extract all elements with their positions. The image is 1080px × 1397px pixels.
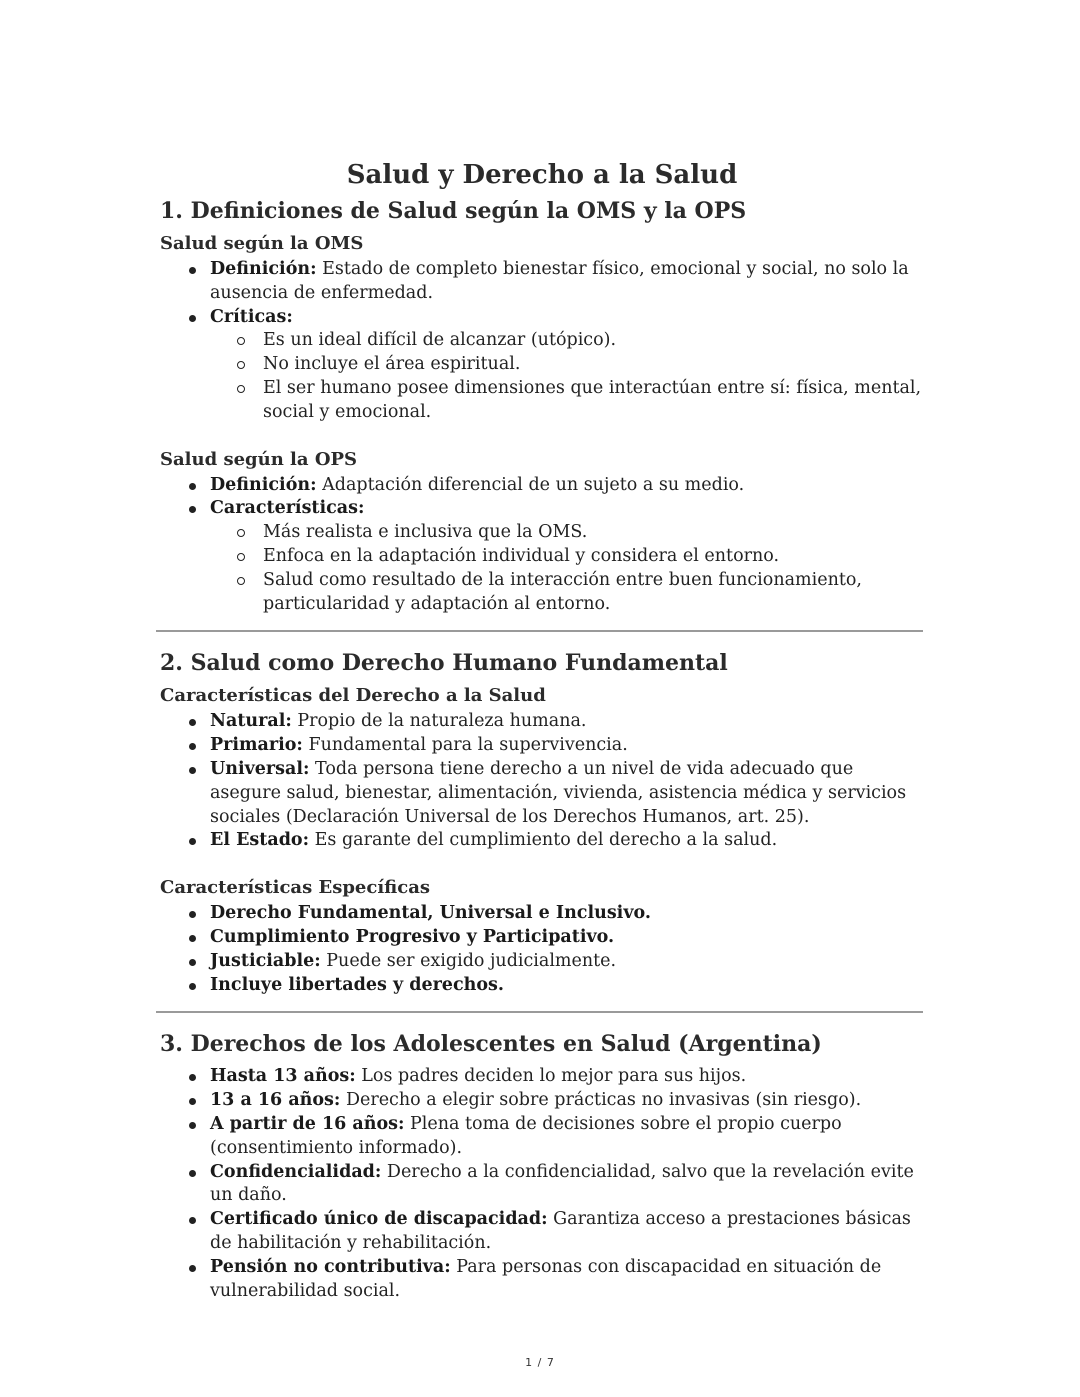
list-item: Confidencialidad: Derecho a la confidencialidad, salvo que la revelación evite un daño. — [160, 1161, 924, 1209]
especificas-list — [160, 902, 924, 997]
list-item: A partir de 16 años: Plena toma de decisiones sobre el propio cuerpo (consentimiento informado). — [160, 1113, 924, 1161]
list-item: Universal: Toda persona tiene derecho a un nivel de vida adecuado que asegure salud, bienestar, alimentación, vivienda, asistencia médica y servicios sociales (Declaración Universal de los Derechos Humanos, art. 25). — [160, 758, 924, 829]
document-title: Salud y Derecho a la Salud — [346, 160, 738, 190]
derecho-caracteristicas-list — [160, 710, 924, 853]
section-divider — [156, 1011, 923, 1013]
list-item: Primario: Fundamental para la supervivencia. — [160, 734, 924, 758]
section-2-heading: 2. Salud como Derecho Humano Fundamental — [160, 650, 728, 677]
section-divider — [156, 630, 923, 632]
list-item: Cumplimiento Progresivo y Participativo. — [160, 926, 924, 950]
list-item: Natural: Propio de la naturaleza humana. — [160, 710, 924, 734]
list-item: Salud como resultado de la interacción entre buen funcionamiento, particularidad y adaptación al entorno. — [263, 569, 924, 617]
ops-subheading: Salud según la OPS — [160, 448, 358, 470]
list-item: Certificado único de discapacidad: Garantiza acceso a prestaciones básicas de habilitación y rehabilitación. — [160, 1208, 924, 1256]
list-item: Hasta 13 años: Los padres deciden lo mejor para sus hijos. — [160, 1065, 924, 1089]
list-item: Características: Más realista e inclusiva que la OMS. Enfoca en la adaptación individual y considera el entorno. Salud como resultado de la interacción entre buen funcionamiento, particularidad y adaptación al entorno. — [160, 497, 924, 616]
section-1-heading: 1. Definiciones de Salud según la OMS y la OPS — [160, 198, 747, 224]
list-item: Más realista e inclusiva que la OMS. — [263, 521, 924, 545]
oms-subheading: Salud según la OMS — [160, 233, 364, 254]
especificas-subheading: Características Específicas — [160, 877, 431, 899]
list-item: Pensión no contributiva: Para personas con discapacidad en situación de vulnerabilidad social. — [160, 1256, 924, 1304]
list-item: Críticas: Es un ideal difícil de alcanzar (utópico). No incluye el área espiritual. El ser humano posee dimensiones que interactúan entre sí: física, mental, social y emocional. — [160, 306, 924, 425]
document-page — [160, 158, 924, 1303]
derecho-caracteristicas-subheading: Características del Derecho a la Salud — [160, 685, 546, 707]
section-3-heading: 3. Derechos de los Adolescentes en Salud (Argentina) — [160, 1031, 822, 1058]
oms-criticas-list — [210, 329, 924, 424]
list-item: El Estado: Es garante del cumplimiento del derecho a la salud. — [160, 829, 924, 853]
oms-list — [160, 258, 924, 425]
list-item: Derecho Fundamental, Universal e Inclusivo. — [160, 902, 924, 926]
list-item: Definición: Adaptación diferencial de un sujeto a su medio. — [160, 474, 924, 498]
list-item: Justiciable: Puede ser exigido judicialmente. — [160, 950, 924, 974]
list-item: Enfoca en la adaptación individual y considera el entorno. — [263, 545, 924, 569]
list-item: Definición: Estado de completo bienestar físico, emocional y social, no solo la ausencia de enfermedad. — [160, 258, 924, 306]
ops-list — [160, 474, 924, 617]
list-item: Es un ideal difícil de alcanzar (utópico). — [263, 329, 924, 353]
list-item: No incluye el área espiritual. — [263, 353, 924, 377]
list-item: El ser humano posee dimensiones que interactúan entre sí: física, mental, social y emocional. — [263, 377, 924, 425]
list-item: Incluye libertades y derechos. — [160, 974, 924, 998]
ops-caracteristicas-list — [210, 521, 924, 616]
adolescentes-list — [160, 1065, 924, 1303]
list-item: 13 a 16 años: Derecho a elegir sobre prácticas no invasivas (sin riesgo). — [160, 1089, 924, 1113]
page-number: 1 / 7 — [525, 1356, 555, 1369]
